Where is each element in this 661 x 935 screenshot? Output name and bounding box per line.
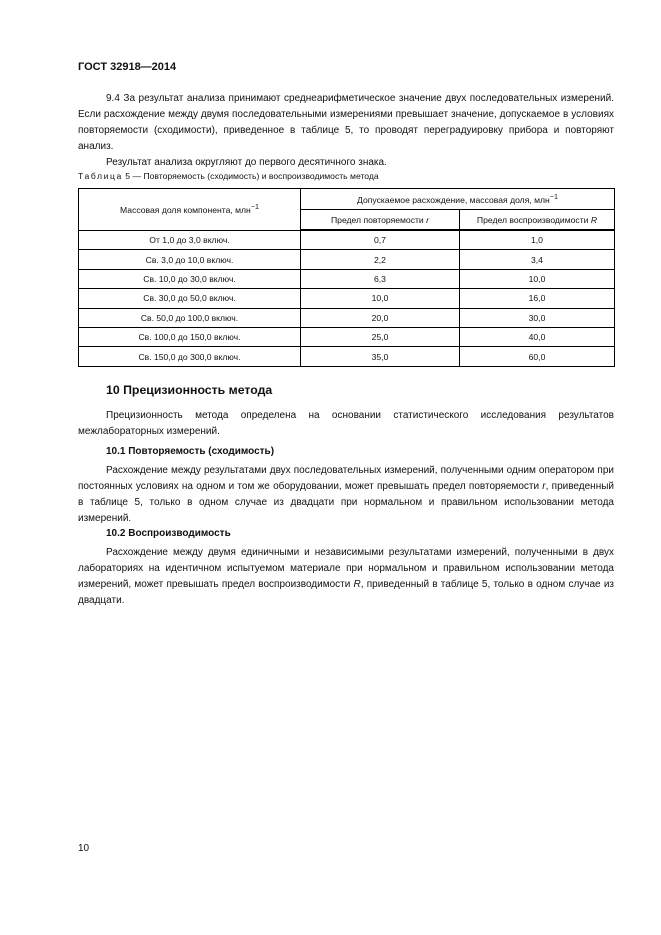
paragraph-rounding: Результат анализа округляют до первого десятичного знака. <box>106 157 387 168</box>
cell-R: 40,0 <box>460 327 615 346</box>
header-allowed-difference: Допускаемое расхождение, массовая доля, млн$^{-1}$ <box>301 189 615 210</box>
header-mass-fraction: Массовая доля компонента, млн$^{-1}$ <box>79 189 301 231</box>
cell-range: Св. 10,0 до 30,0 включ. <box>79 269 301 288</box>
cell-R: 1,0 <box>460 230 615 250</box>
table-row <box>79 250 615 269</box>
table-row <box>79 269 615 288</box>
table-row <box>79 327 615 346</box>
precision-table <box>78 188 615 367</box>
cell-range: Св. 30,0 до 50,0 включ. <box>79 289 301 308</box>
section-9-4 <box>78 91 614 171</box>
cell-r: 35,0 <box>301 347 460 366</box>
table-row <box>79 308 615 327</box>
cell-range: Св. 3,0 до 10,0 включ. <box>79 250 301 269</box>
paragraph-precision-intro: Прецизионность метода определена на основании статистического исследования результатов межлабораторных измерений. <box>78 410 614 437</box>
header-reproducibility-limit: Предел воспроизводимости R <box>460 210 615 231</box>
cell-r: 6,3 <box>301 269 460 288</box>
cell-R: 3,4 <box>460 250 615 269</box>
cell-r: 2,2 <box>301 250 460 269</box>
table-row <box>79 347 615 366</box>
table-caption <box>78 171 379 181</box>
cell-R: 10,0 <box>460 269 615 288</box>
subsection-10-2 <box>78 545 614 609</box>
cell-range: Св. 150,0 до 300,0 включ. <box>79 347 301 366</box>
table-caption-text: 5 — Повторяемость (сходимость) и воспроизводимость метода <box>122 171 379 181</box>
document-header: ГОСТ 32918—2014 <box>78 61 177 73</box>
page-number: 10 <box>78 843 90 854</box>
cell-r: 10,0 <box>301 289 460 308</box>
cell-r: 20,0 <box>301 308 460 327</box>
cell-range: Св. 100,0 до 150,0 включ. <box>79 327 301 346</box>
cell-range: От 1,0 до 3,0 включ. <box>79 230 301 250</box>
subsection-10-1-title: 10.1 Повторяемость (сходимость) <box>106 446 275 457</box>
header-repeatability-limit: Предел повторяемости r <box>301 210 460 231</box>
paragraph-9-4: 9.4 За результат анализа принимают среднеарифметическое значение двух последовательных измерений. Если расхождение между двумя последовательными измерениями превышает значение, допускаемое в условиях повторяемости (сходимости), приведенное в таблице 5, то проводят переградуировку прибора и повторяют анализ. <box>78 93 614 152</box>
section-10-intro <box>78 408 614 440</box>
cell-R: 30,0 <box>460 308 615 327</box>
subsection-10-1 <box>78 463 614 527</box>
cell-r: 0,7 <box>301 230 460 250</box>
subsection-10-2-title: 10.2 Воспроизводимость <box>106 528 231 539</box>
cell-R: 16,0 <box>460 289 615 308</box>
cell-R: 60,0 <box>460 347 615 366</box>
paragraph-repeatability: Расхождение между результатами двух последовательных измерений, полученными одним оператором при постоянных условиях на одном и том же оборудовании, может превышать предел повторяемости r, приведенный в таблице 5, только в одном случае из двадцати при нормальном и правильном использовании метода измерений. <box>78 465 614 524</box>
section-10-title: 10 Прецизионность метода <box>106 383 273 397</box>
cell-r: 25,0 <box>301 327 460 346</box>
table-row <box>79 230 615 250</box>
paragraph-reproducibility: Расхождение между двумя единичными и независимыми результатами измерений, полученными в двух лабораториях на идентичном испытуемом материале при нормальном и правильном использовании метода измерений, может превышать предел воспроизводимости R, приведенный в таблице 5, только в одном случае из двадцати. <box>78 547 614 606</box>
table-row <box>79 289 615 308</box>
cell-range: Св. 50,0 до 100,0 включ. <box>79 308 301 327</box>
table-caption-label: Таблица <box>78 171 123 181</box>
